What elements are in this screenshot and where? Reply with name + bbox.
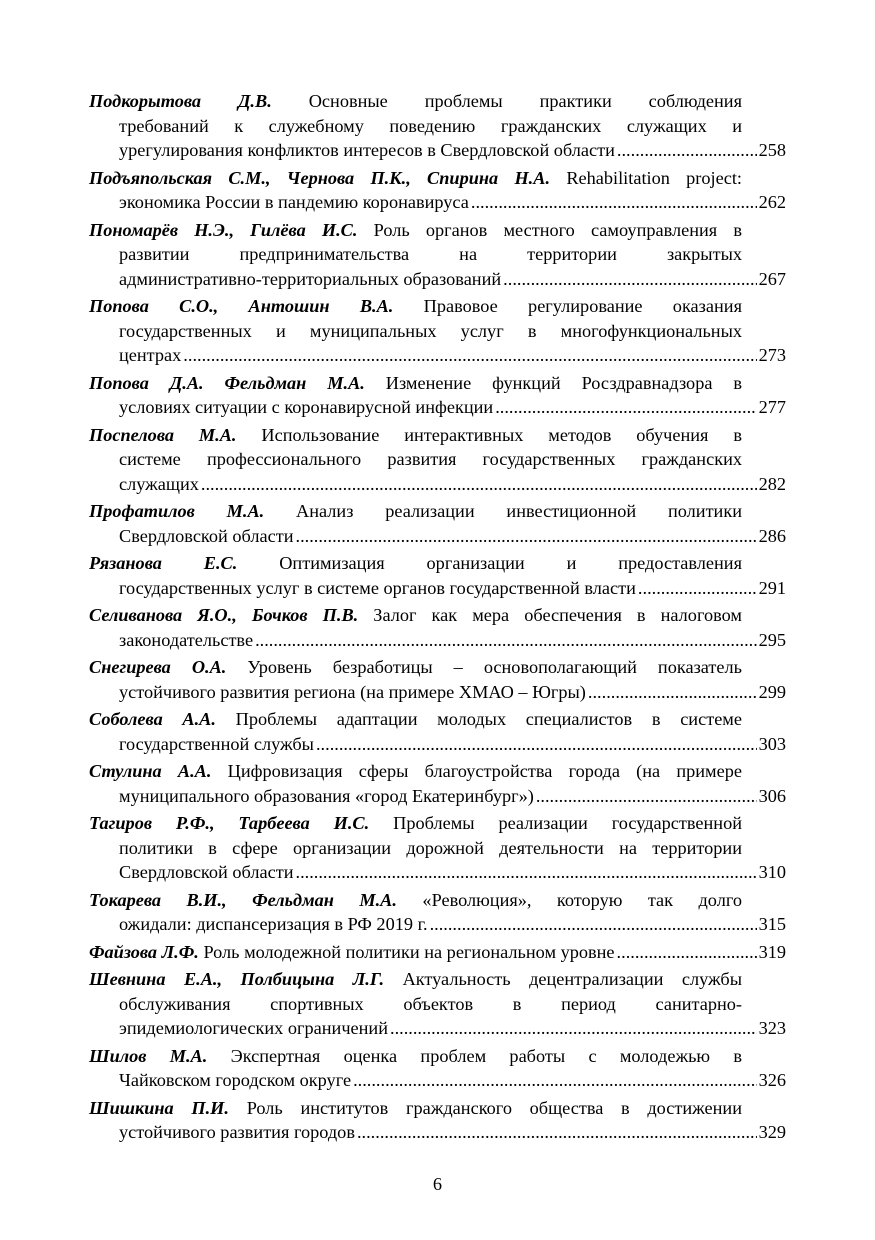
dot-leader bbox=[617, 940, 757, 965]
toc-entry-title-line: Изменение функций Росздравнадзора в bbox=[385, 372, 743, 393]
toc-entry-title-line: Rehabilitation project: bbox=[566, 167, 742, 188]
dot-leader bbox=[588, 680, 757, 705]
dot-leader bbox=[357, 1120, 757, 1145]
toc-entry[interactable] bbox=[89, 888, 786, 937]
toc-entry[interactable] bbox=[89, 294, 786, 368]
toc-entry-page[interactable]: 258 bbox=[758, 140, 786, 160]
dot-leader bbox=[390, 1016, 757, 1041]
toc-entry-last-line bbox=[89, 784, 786, 809]
toc-entry-title-line: муниципального образования «город Екатеринбург») bbox=[119, 785, 534, 806]
toc-entry-line bbox=[89, 242, 786, 267]
toc-entry-title-line: Основные проблемы практики соблюдения bbox=[308, 91, 742, 111]
toc-entry-title-line: государственных услуг в системе органов государственной власти bbox=[119, 577, 636, 598]
toc-entry-line bbox=[89, 967, 786, 992]
toc-entry[interactable] bbox=[89, 811, 786, 885]
toc-entry-author: Стулина А.А. bbox=[89, 761, 212, 781]
toc-entry-title-line: административно-территориальных образований bbox=[119, 268, 502, 289]
toc-entry[interactable] bbox=[89, 551, 786, 600]
toc-entry-last-line bbox=[89, 680, 786, 705]
dot-leader bbox=[617, 138, 757, 163]
toc-entry[interactable] bbox=[89, 603, 786, 652]
toc-entry-page[interactable]: 286 bbox=[758, 525, 786, 546]
toc-entry-title-line: устойчивого развития городов bbox=[119, 1122, 355, 1142]
toc-entry-line bbox=[89, 707, 786, 732]
toc-entry-title-line: Роль институтов гражданского общества в достижении bbox=[246, 1097, 743, 1118]
toc-entry-title-line: государственной службы bbox=[119, 733, 314, 754]
toc-entry-page[interactable]: 323 bbox=[758, 1018, 786, 1038]
toc-entry-page[interactable]: 282 bbox=[758, 473, 786, 494]
toc-entry-last-line bbox=[89, 267, 786, 292]
toc-entry-line bbox=[89, 811, 786, 836]
toc-entry-line bbox=[89, 836, 786, 861]
toc-entry-page[interactable]: 310 bbox=[758, 862, 786, 882]
toc-entry-line bbox=[89, 888, 786, 913]
toc-entry-author: Селиванова Я.О., Бочков П.В. bbox=[89, 605, 359, 625]
toc-entry-author: Шишкина П.И. bbox=[89, 1097, 229, 1118]
dot-leader bbox=[296, 524, 757, 549]
toc-entry-author: Файзова Л.Ф. bbox=[89, 941, 199, 962]
toc-entry-page[interactable]: 295 bbox=[758, 629, 786, 650]
toc-entry[interactable] bbox=[89, 940, 786, 965]
toc-entry-last-line bbox=[89, 732, 786, 757]
toc-entry-line bbox=[89, 294, 786, 319]
toc-entry-title-line: требований к служебному поведению гражданских служащих и bbox=[119, 115, 742, 136]
toc-entry-page[interactable]: 329 bbox=[758, 1122, 786, 1142]
toc-entry-last-line bbox=[89, 860, 786, 885]
toc-entry-last-line bbox=[89, 190, 786, 215]
toc-entry-page[interactable]: 273 bbox=[758, 345, 786, 365]
toc-entry-title-line: политики в сфере организации дорожной деятельности на территории bbox=[119, 837, 742, 858]
toc-entry-line bbox=[89, 447, 786, 472]
toc-entry[interactable] bbox=[89, 967, 786, 1041]
toc-entry-last-line bbox=[89, 940, 786, 965]
dot-leader bbox=[183, 343, 756, 368]
toc-entry-line bbox=[89, 371, 786, 396]
toc-entry[interactable] bbox=[89, 707, 786, 756]
toc-entry-title-line: развитии предпринимательства на территории закрытых bbox=[119, 244, 742, 264]
toc-entry-page[interactable]: 267 bbox=[758, 268, 786, 289]
dot-leader bbox=[638, 576, 757, 601]
dot-leader bbox=[503, 267, 756, 292]
toc-entry-title-line: государственных и муниципальных услуг в многофункциональных bbox=[119, 320, 742, 341]
toc-entry-title-line: системе профессионального развития государственных гражданских bbox=[119, 449, 742, 469]
dot-leader bbox=[536, 784, 757, 809]
toc-entry-title-line: Оптимизация организации и предоставления bbox=[279, 553, 742, 573]
toc-entry-title-line: законодательстве bbox=[119, 629, 254, 650]
toc-entry-author: Пономарёв Н.Э., Гилёва И.С. bbox=[89, 219, 358, 240]
dot-leader bbox=[471, 190, 757, 215]
toc-entry[interactable] bbox=[89, 166, 786, 215]
toc-entry-title-line: Анализ реализации инвестиционной политики bbox=[296, 501, 743, 521]
toc-entry-title-line: Экспертная оценка проблем работы с молодежью в bbox=[230, 1045, 743, 1066]
toc-entry[interactable] bbox=[89, 371, 786, 420]
toc-entry-title-line: устойчивого развития региона (на примере ХМАО – Югры) bbox=[119, 681, 586, 702]
toc-entry-line bbox=[89, 114, 786, 139]
toc-entry-page[interactable]: 319 bbox=[758, 941, 786, 962]
toc-entry[interactable] bbox=[89, 499, 786, 548]
toc-entry-line bbox=[89, 499, 786, 524]
toc-entry[interactable] bbox=[89, 759, 786, 808]
page-number: 6 bbox=[432, 1174, 443, 1194]
toc-entry-author: Попова С.О., Антошин В.А. bbox=[89, 296, 394, 316]
toc-entry-last-line bbox=[89, 472, 786, 497]
toc-entry-line bbox=[89, 551, 786, 576]
toc-entry-line bbox=[89, 603, 786, 628]
toc-entry-last-line bbox=[89, 576, 786, 601]
toc-entry[interactable] bbox=[89, 655, 786, 704]
toc-entry-title-line: экономика России в пандемию коронавируса bbox=[119, 192, 469, 212]
toc-entry-author: Шевнина Е.А., Полбицына Л.Г. bbox=[89, 969, 385, 989]
dot-leader bbox=[430, 912, 757, 937]
toc-entry-title-line: Роль молодежной политики на региональном уровне bbox=[203, 941, 615, 962]
toc-entry-last-line bbox=[89, 1068, 786, 1093]
dot-leader bbox=[495, 395, 756, 420]
toc-entry-last-line bbox=[89, 1120, 786, 1145]
toc-entry-page[interactable]: 306 bbox=[758, 785, 786, 806]
toc-entry-author: Подъяпольская С.М., Чернова П.К., Спирина Н.А. bbox=[89, 167, 551, 188]
toc-entry-page[interactable]: 277 bbox=[758, 397, 786, 417]
toc-entry-page[interactable]: 291 bbox=[758, 577, 786, 598]
toc-entry-last-line bbox=[89, 524, 786, 549]
table-of-contents bbox=[89, 89, 786, 1148]
toc-entry-title-line: условиях ситуации с коронавирусной инфекции bbox=[119, 397, 494, 417]
toc-entry-author: Соболева А.А. bbox=[89, 709, 216, 729]
toc-entry-title-line: Проблемы адаптации молодых специалистов в системе bbox=[235, 709, 742, 729]
toc-entry[interactable] bbox=[89, 423, 786, 497]
toc-entry-page[interactable]: 262 bbox=[758, 192, 786, 212]
toc-entry[interactable] bbox=[89, 218, 786, 292]
toc-entry-line bbox=[89, 992, 786, 1017]
toc-entry-title-line: центрах bbox=[119, 345, 182, 365]
toc-entry[interactable] bbox=[89, 1044, 786, 1093]
toc-entry-author: Попова Д.А. Фельдман М.А. bbox=[89, 372, 365, 393]
toc-entry-title-line: урегулирования конфликтов интересов в Свердловской области bbox=[119, 140, 615, 160]
toc-entry-title-line: «Революция», которую так долго bbox=[422, 889, 743, 910]
toc-entry-title-line: служащих bbox=[119, 473, 199, 494]
toc-entry-title-line: эпидемиологических ограничений bbox=[119, 1018, 388, 1038]
toc-entry-last-line bbox=[89, 628, 786, 653]
toc-entry-title-line: Цифровизация сферы благоустройства города (на примере bbox=[227, 761, 742, 781]
toc-entry-title-line: Актуальность децентрализации службы bbox=[402, 969, 742, 989]
toc-entry-line bbox=[89, 423, 786, 448]
toc-entry-title-line: Правовое регулирование оказания bbox=[423, 296, 742, 316]
dot-leader bbox=[296, 860, 757, 885]
toc-entry-line bbox=[89, 759, 786, 784]
toc-entry-line bbox=[89, 89, 786, 114]
toc-entry-page[interactable]: 326 bbox=[758, 1070, 786, 1090]
toc-entry-author: Токарева В.И., Фельдман М.А. bbox=[89, 889, 397, 910]
toc-entry-page[interactable]: 299 bbox=[758, 681, 786, 702]
toc-entry-title-line: Проблемы реализации государственной bbox=[393, 813, 742, 833]
toc-entry-title-line: ожидали: диспансеризация в РФ 2019 г. bbox=[119, 914, 428, 934]
toc-entry-title-line: Свердловской области bbox=[119, 862, 294, 882]
toc-entry-title-line: Чайковском городском округе bbox=[119, 1070, 352, 1090]
toc-entry-last-line bbox=[89, 1016, 786, 1041]
toc-entry-author: Профатилов М.А. bbox=[89, 501, 265, 521]
dot-leader bbox=[316, 732, 757, 757]
toc-entry-author: Снегирева О.А. bbox=[89, 657, 227, 677]
toc-entry-author: Рязанова Е.С. bbox=[89, 553, 238, 573]
toc-entry-line bbox=[89, 1044, 786, 1069]
toc-entry-line bbox=[89, 1096, 786, 1121]
toc-entry-page[interactable]: 315 bbox=[758, 914, 786, 934]
toc-entry-author: Шилов М.А. bbox=[89, 1045, 208, 1066]
toc-entry-title-line: Залог как мера обеспечения в налоговом bbox=[373, 605, 742, 625]
toc-entry-line bbox=[89, 166, 786, 191]
toc-entry-last-line bbox=[89, 395, 786, 420]
toc-entry-line bbox=[89, 218, 786, 243]
toc-entry-last-line bbox=[89, 343, 786, 368]
toc-entry-author: Подкорытова Д.В. bbox=[89, 91, 272, 111]
toc-entry-line bbox=[89, 655, 786, 680]
toc-entry-last-line bbox=[89, 138, 786, 163]
dot-leader bbox=[353, 1068, 757, 1093]
toc-entry[interactable] bbox=[89, 89, 786, 163]
toc-entry-author: Тагиров Р.Ф., Тарбеева И.С. bbox=[89, 813, 370, 833]
toc-entry-last-line bbox=[89, 912, 786, 937]
dot-leader bbox=[201, 472, 757, 497]
toc-entry-title-line: обслуживания спортивных объектов в период санитарно- bbox=[119, 993, 742, 1014]
toc-entry-title-line: Свердловской области bbox=[119, 525, 294, 546]
toc-entry-title-line: Уровень безработицы – основополагающий показатель bbox=[247, 657, 742, 677]
toc-entry-author: Поспелова М.А. bbox=[89, 424, 237, 445]
toc-entry-page[interactable]: 303 bbox=[758, 733, 786, 754]
toc-entry-title-line: Роль органов местного самоуправления в bbox=[373, 219, 743, 240]
toc-entry[interactable] bbox=[89, 1096, 786, 1145]
toc-entry-line bbox=[89, 319, 786, 344]
dot-leader bbox=[255, 628, 757, 653]
toc-entry-title-line: Использование интерактивных методов обучения в bbox=[261, 424, 742, 445]
